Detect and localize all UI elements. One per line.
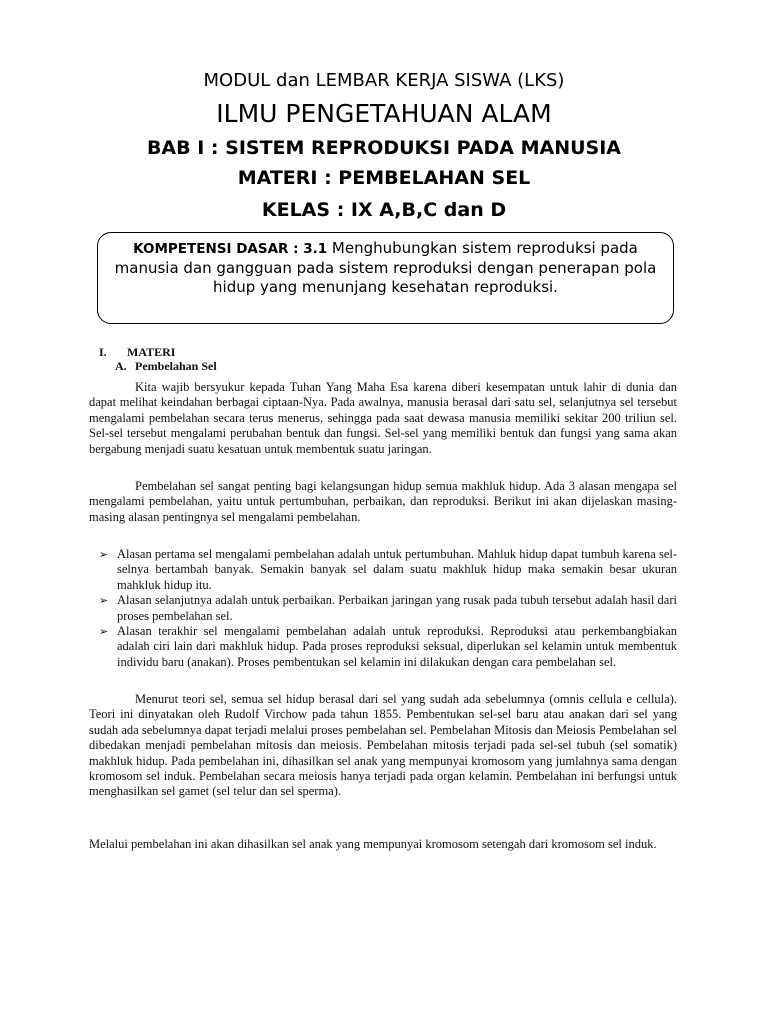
competency-label: KOMPETENSI DASAR : 3.1 [133, 241, 328, 257]
paragraph-importance: Pembelahan sel sangat penting bagi kelangsungan hidup semua makhluk hidup. Ada 3 alasan mengapa sel mengalami pembelahan, yaitu untuk pertumbuhan, perbaikan, dan reproduksi. Berikut ini akan dijelaskan masing-masing alasan pentingnya sel mengalami pembelahan. [89, 479, 677, 524]
topic-title: MATERI : PEMBELAHAN SEL [237, 167, 531, 189]
class-title: KELAS : IX A,B,C dan D [261, 199, 507, 221]
list-item [99, 593, 677, 624]
arrow-bullet-icon: ➢ [99, 548, 109, 561]
paragraph-meiosis-result: Melalui pembelahan ini akan dihasilkan sel anak yang mempunyai kromosom setengah dari kromosom sel induk. [89, 837, 657, 851]
list-item-text: Alasan selanjutnya adalah untuk perbaikan. Perbaikan jaringan yang rusak pada tubuh tersebut adalah hasil dari proses pembelahan sel. [117, 593, 677, 623]
subsection-title: Pembelahan Sel [135, 359, 217, 373]
paragraph-cell-theory: Menurut teori sel, semua sel hidup berasal dari sel yang sudah ada sebelumnya (omnis cellula e cellula). Teori ini dinyatakan oleh Rudolf Virchow pada tahun 1855. Pembentukan sel-sel baru atau anakan dari sel yang sudah ada sebelumnya dapat terjadi melalui proses pembelahan sel. Pembelahan Mitosis dan Meiosis Pembelahan sel dibedakan menjadi pembelahan mitosis dan meiosis. Pembelahan mitosis terjadi pada sel-sel tubuh (sel somatik) makhluk hidup. Pada pembelahan ini, dihasilkan sel anak yang mempunyai kromosom yang jumlahnya sama dengan kromosom sel induk. Pembelahan secara meiosis hanya terjadi pada organ kelamin. Pembelahan ini berfungsi untuk menghasilkan sel gamet (sel telur dan sel sperma). [89, 692, 677, 799]
subsection-number: A. [115, 359, 127, 373]
list-item [99, 547, 677, 593]
section-title: MATERI [127, 345, 176, 359]
subject-title: ILMU PENGETAHUAN ALAM [216, 99, 552, 128]
module-title: MODUL dan LEMBAR KERJA SISWA (LKS) [203, 70, 565, 91]
list-item-text: Alasan terakhir sel mengalami pembelahan adalah untuk reproduksi. Reproduksi atau perkembangbiakan adalah ciri lain dari makhluk hidup. Pada proses reproduksi seksual, diperlukan sel kelamin untuk membentuk individu baru (anakan). Proses pembentukan sel kelamin ini dilakukan dengan cara pembelahan sel. [117, 624, 677, 669]
chapter-title: BAB I : SISTEM REPRODUKSI PADA MANUSIA [146, 137, 622, 159]
arrow-bullet-icon: ➢ [99, 594, 109, 608]
list-item [99, 624, 677, 670]
competency-text: Menghubungkan sistem reproduksi pada manusia dan gangguan pada sistem reproduksi dengan penerapan pola hidup yang menunjang kesehatan reproduksi. [114, 239, 657, 296]
competency-box [97, 232, 674, 324]
list-item-text: Alasan pertama sel mengalami pembelahan adalah untuk pertumbuhan. Mahluk hidup dapat tumbuh karena sel-selnya bertambah banyak. Semakin banyak sel dalam suatu makhluk hidup maka semakin besar ukuran mahkluk hidup itu. [117, 547, 677, 592]
reasons-list [99, 547, 677, 670]
section-number: I. [99, 345, 107, 359]
paragraph-intro: Kita wajib bersyukur kepada Tuhan Yang Maha Esa karena diberi kesempatan untuk lahir di dunia dan dapat melihat keindahan berbagai ciptaan-Nya. Pada awalnya, manusia berasal dari satu sel, selanjutnya sel tersebut mengalami pembelahan secara terus menerus, sehingga pada saat dewasa manusia memiliki sekitar 200 triliun sel. Sel-sel tersebut mengalami perubahan bentuk dan fungsi. Sel-sel yang memiliki bentuk dan fungsi yang sama akan bergabung menjadi suatu kesatuan untuk membentuk suatu jaringan. [89, 380, 677, 456]
arrow-bullet-icon: ➢ [99, 625, 109, 639]
